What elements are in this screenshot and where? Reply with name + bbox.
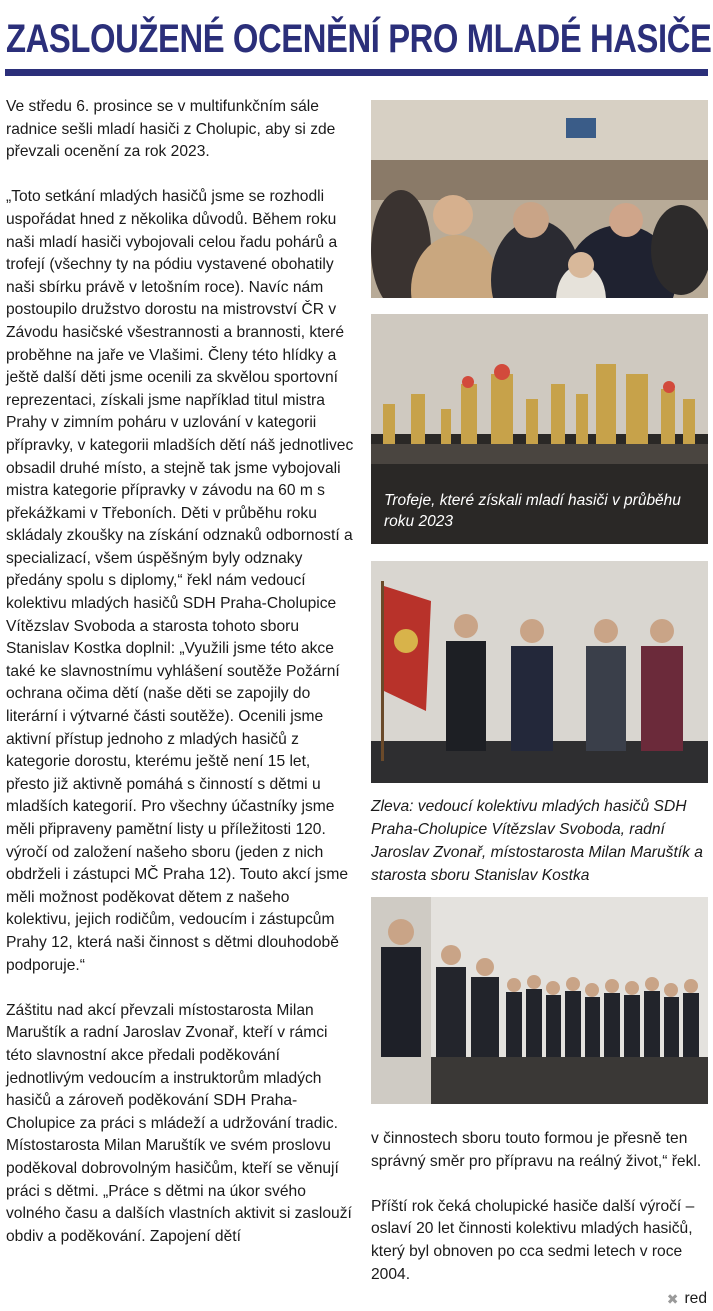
photo-officials — [371, 561, 708, 783]
article-title: ZASLOUŽENÉ OCENĚNÍ PRO MLADÉ HASIČE — [6, 17, 712, 61]
article-body-left — [6, 96, 356, 1248]
photo-children — [371, 897, 708, 1104]
photo-audience — [371, 100, 708, 298]
paragraph-continuation: v činnostech sboru touto formou je přesně ten správný směr pro přípravu na reálný život,“ řekl. — [371, 1130, 702, 1170]
paragraph-intro: Ve středu 6. prosince se v multifunkčním sále radnice sešli mladí hasiči z Cholupic, aby si zde převzali ocenění za rok 2023. — [6, 98, 336, 161]
paragraph-patronage: Záštitu nad akcí převzali místostarosta Milan Maruštík a radní Jaroslav Zvonař, kteří v rámci této slavnostní akce předali poděkování jednotlivým vedoucím a instruktorům mladých hasičů a zároveň poděkování SDH Praha-Cholupice za práci s mládeží a udržování tradic. Místostarosta Milan Maruštík ve svém proslovu poděkoval dobrovolným hasičům, kteří se věnují práci s dětmi. „Práce s dětmi na úkor svého volného času a dalších vlastních aktivit si zaslouží obdiv a poděkování. Zapojení dětí — [6, 1001, 352, 1245]
title-rule — [5, 69, 708, 76]
officials-caption: Zleva: vedoucí kolektivu mladých hasičů SDH Praha-Cholupice Vítězslav Svoboda, radní Jaroslav Zvonař, místostarosta Milan Maruštík a starosta sboru Stanislav Kostka — [371, 798, 703, 884]
paragraph-quote: „Toto setkání mladých hasičů jsme se rozhodli uspořádat hned z několika důvodů. Během roku naši mladí hasiči vybojovali celou řadu pohárů a trofejí (všechny ty na pódiu vystavené obohatily naši sbírku právě v letošním roce). Navíc nám postoupilo družstvo dorostu na mistrovství ČR v Závodu hasičské všestrannosti a brannosti, které proběhne na jaře ve Vlašimi. Členy této hlídky a ještě další děti jsme ocenili za skvělou sportovní reprezentaci, získali jsme například titul mistra Prahy v zimním poháru v uzlování v kategorii přípravky, v kategorii mladších dětí náš jednotlivec obsadil druhé místo, a stejně tak jsme vybojovali mistra kategorie přípravky v závodu na 60 m s překážkami v Třeboních. Děti v průběhu roku skládaly zkoušky na získání odznaků odborností a specializací, všem úspěšným byly odznaky předány spolu s diplomy,“ řekl nám vedoucí kolektivu mladých hasičů SDH Praha-Cholupice Vítězslav Svoboda a starosta tohoto sboru Stanislav Kostka doplnil: „Využili jsme této akce také ke slavnostnímu vyhlášení soutěže Požární ochrana očima dětí (naše děti se zapojily do literární i výtvarné části soutěže). Ocenili jsme aktivní přístup jednoho z mladých hasičů z kategorie dorostu, kterému ještě není 15 let, přesto již aktivně pomáhá s činností s dětmi u mladších kategorií. Pro všechny účastníky jsme měli připraveny pamětní listy u příležitosti 120. výročí od založení našeho sboru (jeden z nich obdrželi i zástupci MČ Praha 12). Touto akcí jsme měli možnost poděkovat dětem z našeho kolektivu, jejich rodičům, vedoucím i zástupcům Prahy 12, která naši činnost s dětmi dlouhodobě podporuje.“ — [6, 188, 354, 974]
article-body-right — [371, 1128, 708, 1286]
photo-trophies — [371, 314, 708, 544]
cross-icon: ✖ — [666, 1290, 679, 1307]
author-signature — [667, 1290, 707, 1308]
signature-text: red — [684, 1290, 707, 1307]
paragraph-anniversary: Příští rok čeká cholupické hasiče další výročí – oslaví 20 let činnosti kolektivu mladých hasičů, který byl obnoven po cca sedmi letech v roce 2004. — [371, 1197, 695, 1283]
trophies-caption: Trofeje, které získali mladí hasiči v průběhu roku 2023 — [384, 492, 681, 530]
